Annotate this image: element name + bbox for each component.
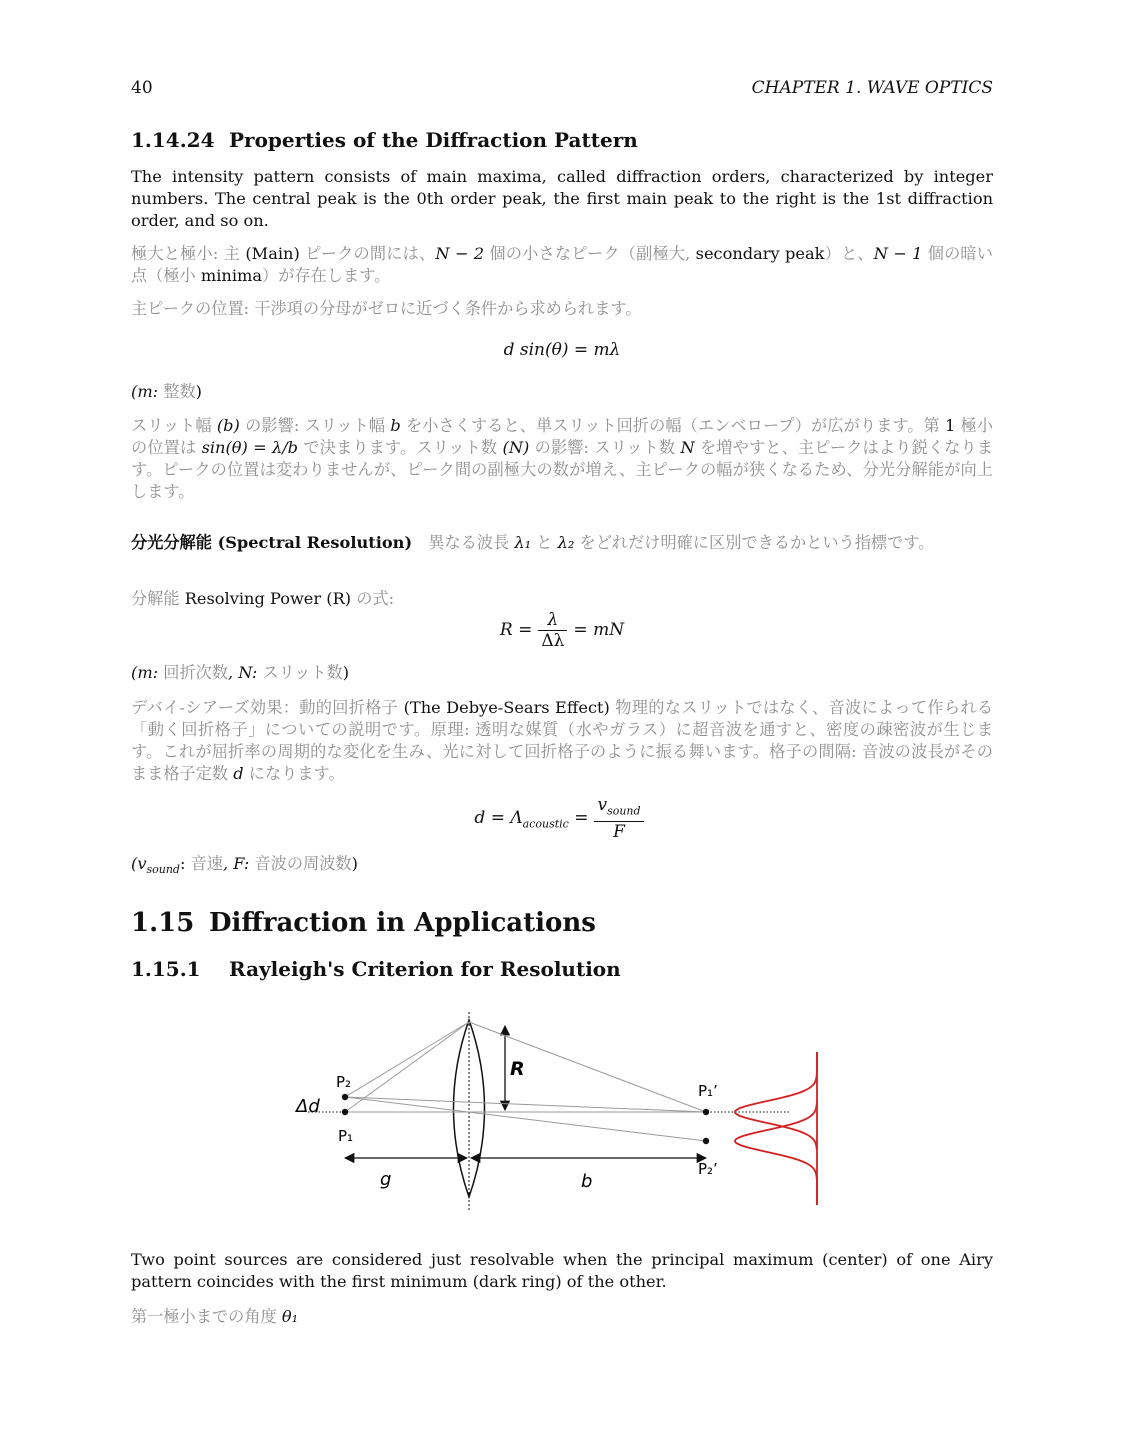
section-number: 1.15.1: [131, 957, 201, 981]
intensity-curve-p2: [735, 1103, 817, 1205]
paragraph-debye-sears: デバイ-シアーズ効果：動的回折格子 (The Debye-Sears Effect) 物理的なスリットではなく、音波によって作られる「動く回折格子」についての説明です。原理: 透明な媒質（水やガラス）に超音波を通すと、密度の疎密波が生じます。これが屈折率の周期的な変化を生み、光に対して回折格子のように振る舞います。格子の間隔: 音波の波長がそのまま格子定数 d になります。: [131, 698, 994, 783]
section-title: Rayleigh's Criterion for Resolution: [229, 957, 621, 981]
paragraph-first-minimum-angle: 第一極小までの角度 θ₁: [131, 1307, 299, 1326]
section-title: Diffraction in Applications: [209, 908, 596, 938]
label-g: g: [380, 1169, 392, 1190]
light-rays: [345, 1022, 706, 1141]
point-p2: [342, 1094, 348, 1100]
airy-intensity-curves: [735, 1052, 817, 1205]
point-p1-prime: [703, 1109, 709, 1115]
paragraph-label: 分光分解能 (Spectral Resolution): [131, 533, 413, 552]
equation-grating: d sin(θ) = mλ: [503, 340, 621, 360]
label-R: R: [510, 1058, 525, 1080]
lens: [454, 1020, 485, 1197]
paragraph-intensity-pattern: The intensity pattern consists of main maxima, called diffraction orders, characterized by integer numbers. The central peak is the 0th order peak, the first main peak to the right is the 1st diffraction order, and so on.: [131, 167, 993, 230]
point-p1: [342, 1109, 348, 1115]
label-P1-prime: P₁’: [698, 1082, 718, 1100]
equation-acoustic-grating: $d = \Lambda_{acoustic}$ = $\frac{v_{sound}}{F}$: [131, 795, 993, 842]
intensity-curve-p1: [735, 1052, 817, 1150]
section-number: 1.15: [131, 908, 195, 938]
section-heading-1-15-1: [131, 957, 993, 981]
note-m-integer: (m: 整数): [131, 382, 202, 401]
label-P2: P₂: [336, 1073, 352, 1091]
label-b: b: [581, 1171, 593, 1192]
section-heading-1-14-24: [131, 128, 993, 152]
paragraph-rayleigh: Two point sources are considered just resolvable when the principal maximum (center) of one Airy pattern coincides with the first minimum (dark ring) of the other.: [131, 1250, 993, 1291]
section-number: 1.14.24: [131, 128, 215, 152]
note-order-slits: (m: 回折次数, N: スリット数): [131, 663, 350, 682]
paragraph-spectral-resolution: 分光分解能 (Spectral Resolution) 異なる波長 λ₁ と λ₂ をどれだけ明確に区別できるかという指標です。: [131, 533, 935, 552]
chapter-title: CHAPTER 1. WAVE OPTICS: [751, 78, 993, 98]
page-number: 40: [131, 78, 153, 98]
running-header: [131, 78, 993, 102]
paragraph-maxima-minima: 極大と極小: 主 (Main) ピークの間には、N − 2 個の小さなピーク（副極大, secondary peak）と、N − 1 個の暗い点（極小 minima）が存在します。: [131, 244, 993, 285]
label-P1: P₁: [338, 1127, 354, 1145]
paragraph-slit-effects: スリット幅 (b) の影響: スリット幅 b を小さくすると、単スリット回折の幅（エンベロープ）が広がります。第 1 極小の位置は sin(θ) = λ/b で決まります。スリット数 (N) の影響: スリット数 N を増やすと、主ピークはより鋭くなります。ピークの位置は変わりませんが、ピーク間の副極大の数が増え、主ピークの幅が狭くなるため、分光分解能が向上します。: [131, 416, 994, 501]
equation-resolving-power: R = $\frac{\lambda}{\Delta\lambda}$ = mN: [499, 610, 625, 651]
section-heading-1-15: [131, 908, 993, 938]
section-title: Properties of the Diffraction Pattern: [229, 128, 638, 152]
paragraph-main-peak-position: 主ピークの位置: 干渉項の分母がゼロに近づく条件から求められます。: [131, 299, 642, 318]
note-sound-speed: ($v_{sound}$: 音速, F: 音波の周波数): [131, 854, 358, 877]
label-P2-prime: P₂’: [698, 1160, 718, 1178]
label-delta-d: Δd: [296, 1096, 320, 1117]
paragraph-resolving-power: 分解能 Resolving Power (R) の式:: [131, 589, 395, 608]
point-p2-prime: [703, 1138, 709, 1144]
